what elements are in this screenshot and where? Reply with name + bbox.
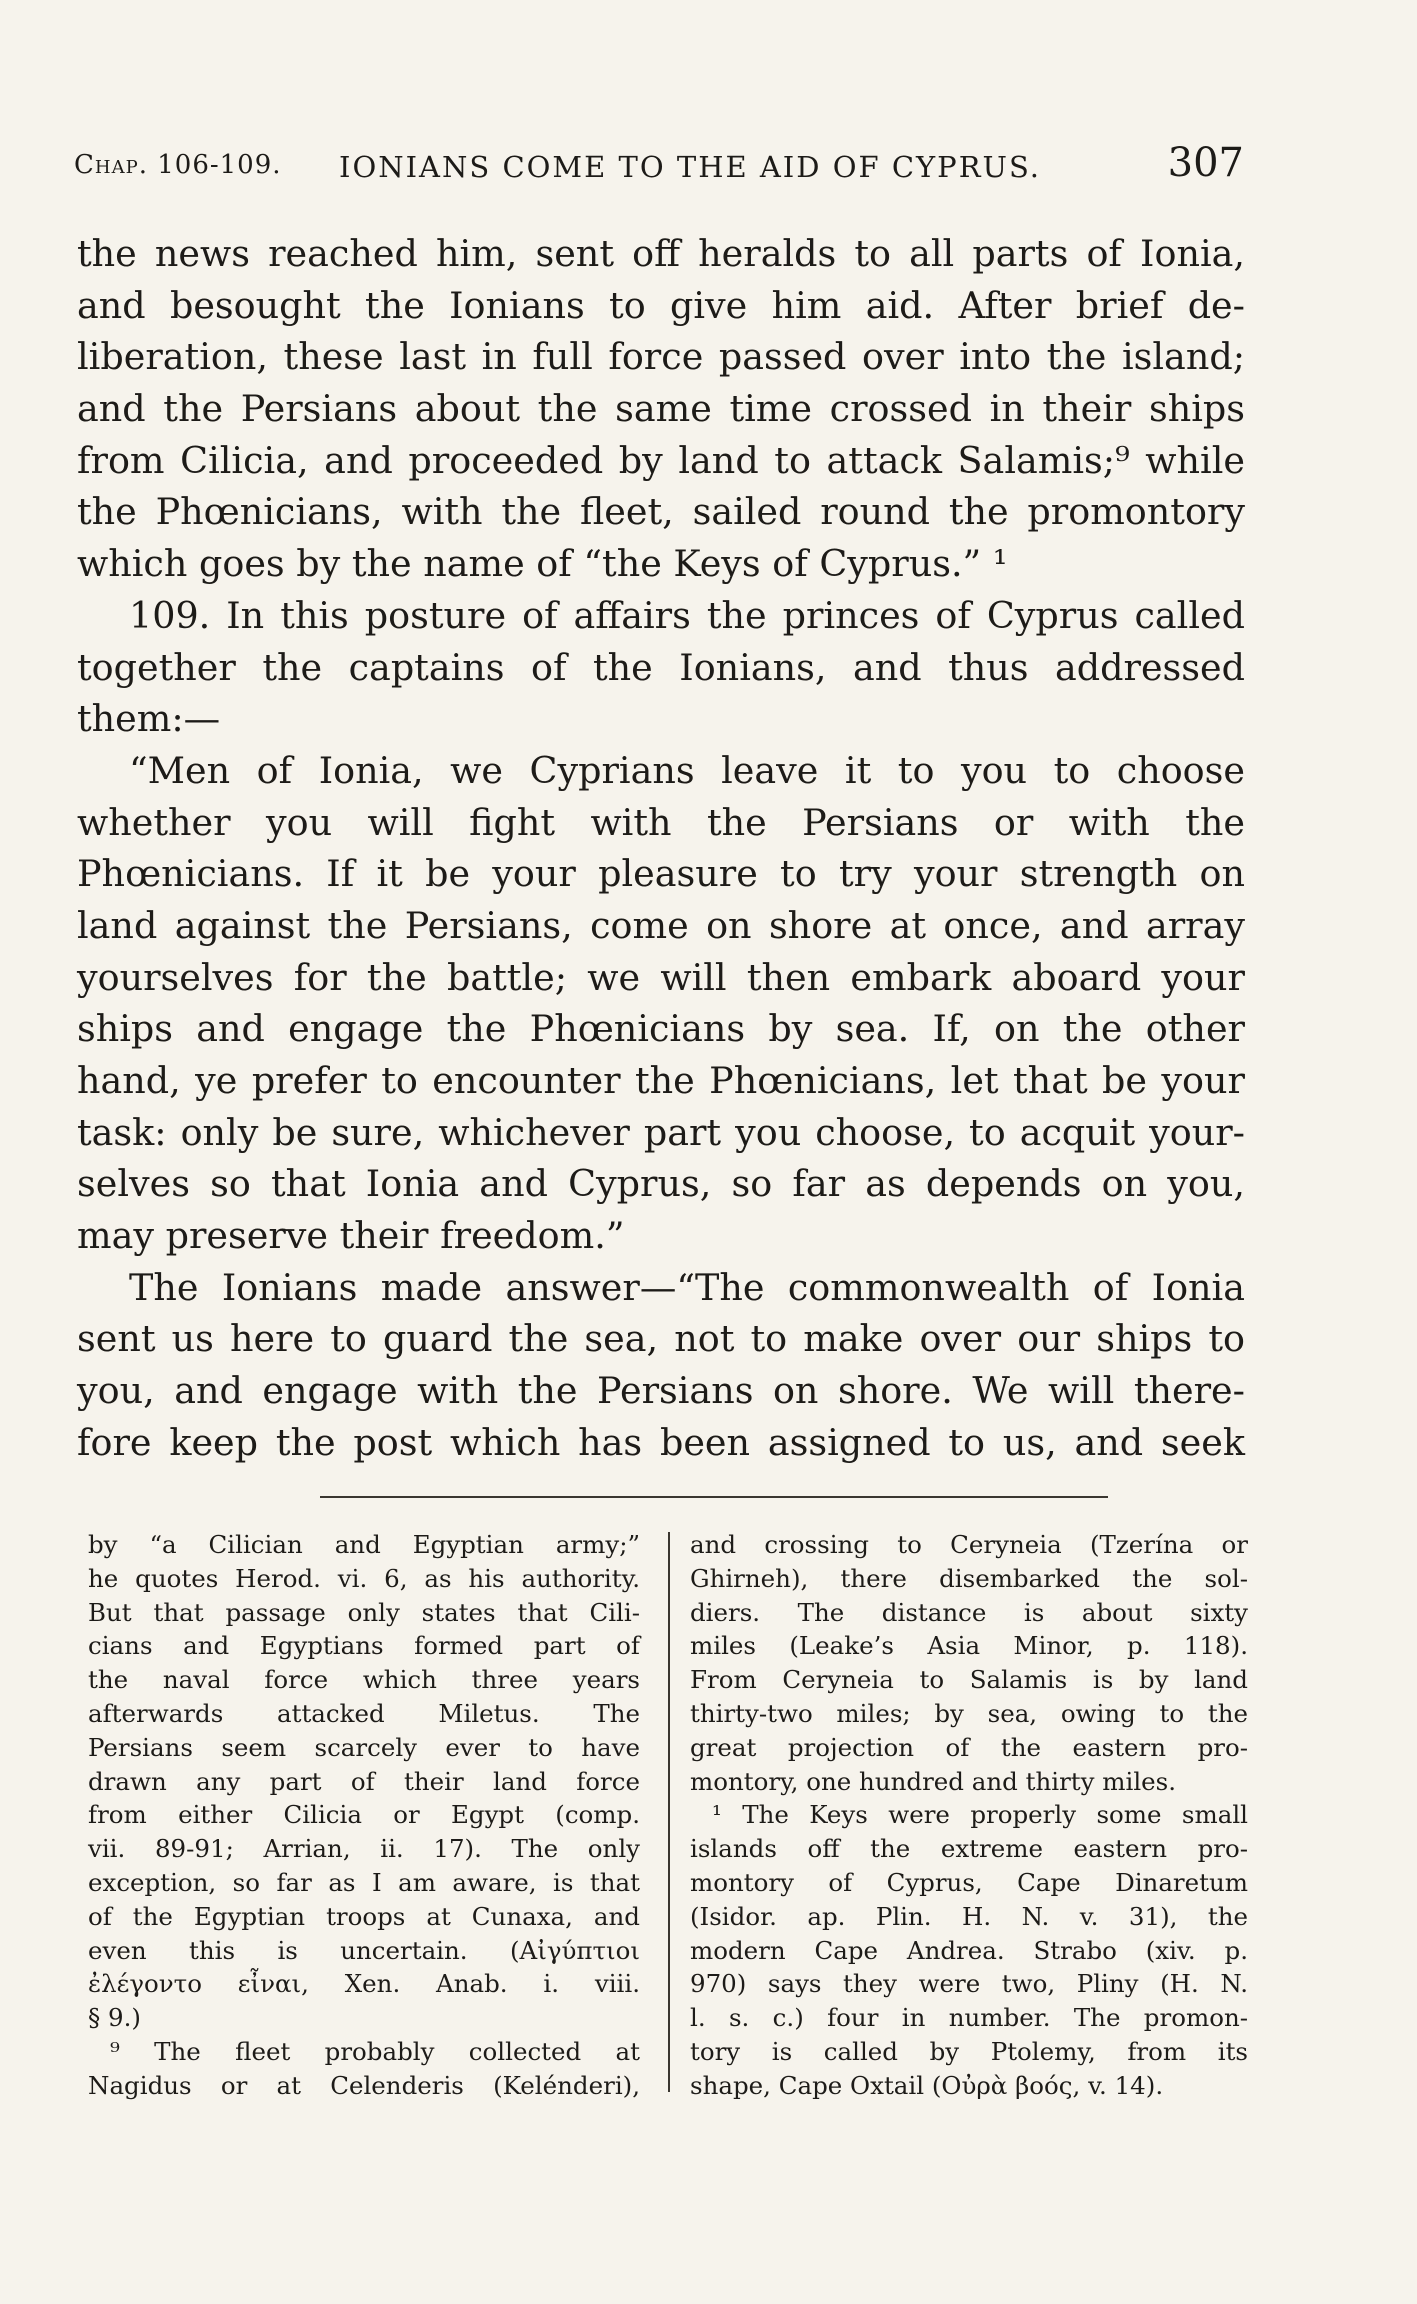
footnote-line: § 9.) xyxy=(88,2003,141,2033)
paragraph-start: The Ionians made answer—“The commonwealth of Ionia xyxy=(129,1265,1245,1309)
text-line: them:— xyxy=(77,697,221,741)
footnote-line: even this is uncertain. (Αἰγύπτιοι xyxy=(88,1935,640,1965)
page-number: 307 xyxy=(1167,140,1244,186)
footnote-line: he quotes Herod. vi. 6, as his authority. xyxy=(88,1563,640,1593)
paragraph-start: “Men of Ionia, we Cyprians leave it to you to choose xyxy=(129,748,1245,792)
footnote-line: shape, Cape Oxtail (Οὐρὰ βοός, v. 14). xyxy=(690,2070,1164,2100)
text-line: the news reached him, sent off heralds to all parts of Ionia, xyxy=(77,232,1245,275)
text-line: whether you will fight with the Persians or with the xyxy=(77,800,1245,844)
text-line: hand, ye prefer to encounter the Phœnicians, let that be your xyxy=(77,1059,1245,1102)
footnote-line: the naval force which three years xyxy=(88,1665,640,1695)
footnote-line: great projection of the eastern pro- xyxy=(690,1732,1248,1762)
footnote-line: Ghirneh), there disembarked the sol- xyxy=(690,1563,1248,1593)
footnote-line: Persians seem scarcely ever to have xyxy=(88,1732,640,1762)
footnote-line: afterwards attacked Miletus. The xyxy=(88,1698,640,1728)
footnote-line: From Ceryneia to Salamis is by land xyxy=(690,1665,1248,1695)
text-line: liberation, these last in full force passed over into the island; xyxy=(77,335,1245,379)
footnote-line: l. s. c.) four in number. The promon- xyxy=(690,2003,1248,2033)
text-line: ships and engage the Phœnicians by sea. If, on the other xyxy=(77,1007,1245,1051)
footnote-line: thirty-two miles; by sea, owing to the xyxy=(690,1698,1248,1728)
footnote-line: Nagidus or at Celenderis (Kelénderi), xyxy=(88,2070,640,2100)
text-line: you, and engage with the Persians on shore. We will there- xyxy=(77,1369,1245,1413)
paragraph-start: 109. In this posture of affairs the princes of Cyprus called xyxy=(129,593,1245,637)
footnotes-right-column xyxy=(690,1528,1248,2103)
footnote-line: exception, so far as I am aware, is that xyxy=(88,1867,640,1897)
footnote-line: islands off the extreme eastern pro- xyxy=(690,1834,1248,1864)
footnote-line: 970) says they were two, Pliny (H. N. xyxy=(690,1969,1248,1999)
text-line: land against the Persians, come on shore at once, and array xyxy=(77,903,1245,947)
footnote-line: ἐλέγοντο εἶναι, Xen. Anab. i. viii. xyxy=(88,1969,640,1999)
footnote-9-start: ⁹ The fleet probably collected at xyxy=(110,2036,640,2066)
footnote-line: But that passage only states that Cili- xyxy=(88,1597,640,1627)
footnote-line: montory, one hundred and thirty miles. xyxy=(690,1766,1177,1796)
footnote-line: diers. The distance is about sixty xyxy=(690,1597,1248,1627)
footnote-line: (Isidor. ap. Plin. H. N. v. 31), the xyxy=(690,1901,1248,1931)
text-line: yourselves for the battle; we will then embark aboard your xyxy=(77,955,1245,999)
text-line: and the Persians about the same time crossed in their ships xyxy=(77,387,1245,431)
footnote-line: of the Egyptian troops at Cunaxa, and xyxy=(88,1901,640,1931)
text-line: from Cilicia, and proceeded by land to attack Salamis;⁹ while xyxy=(77,438,1245,482)
footnote-line: montory of Cyprus, Cape Dinaretum xyxy=(690,1867,1248,1897)
footnote-line: and crossing to Ceryneia (Tzerína or xyxy=(690,1530,1248,1559)
footnote-line: vii. 89-91; Arrian, ii. 17). The only xyxy=(88,1834,640,1864)
footnote-column-divider xyxy=(668,1532,670,2092)
footnote-separator xyxy=(320,1496,1108,1498)
main-text xyxy=(77,228,1245,1469)
chapter-reference: Chap. 106-109. xyxy=(74,150,282,180)
text-line: and besought the Ionians to give him aid. After brief de- xyxy=(77,283,1245,327)
footnotes-left-column xyxy=(88,1528,640,2103)
footnote-line: cians and Egyptians formed part of xyxy=(88,1631,640,1661)
footnote-line: drawn any part of their land force xyxy=(88,1766,640,1796)
text-line: may preserve their freedom.” xyxy=(77,1214,625,1258)
footnote-1-start: ¹ The Keys were properly some small xyxy=(712,1800,1248,1830)
text-line: which goes by the name of “the Keys of Cyprus.” ¹ xyxy=(77,542,1008,586)
text-line: task: only be sure, whichever part you choose, to acquit your- xyxy=(77,1110,1245,1154)
running-title: IONIANS COME TO THE AID OF CYPRUS. xyxy=(339,150,1042,184)
text-line: the Phœnicians, with the fleet, sailed round the promontory xyxy=(77,490,1245,534)
text-line: together the captains of the Ionians, and thus addressed xyxy=(77,645,1245,689)
footnote-line: modern Cape Andrea. Strabo (xiv. p. xyxy=(690,1935,1248,1965)
footnote-line: by “a Cilician and Egyptian army;” xyxy=(88,1530,640,1559)
footnote-line: miles (Leake’s Asia Minor, p. 118). xyxy=(690,1631,1248,1661)
footnote-line: from either Cilicia or Egypt (comp. xyxy=(88,1800,640,1830)
text-line: fore keep the post which has been assigned to us, and seek xyxy=(77,1420,1245,1464)
footnote-line: tory is called by Ptolemy, from its xyxy=(690,2036,1248,2066)
text-line: selves so that Ionia and Cyprus, so far as depends on you, xyxy=(77,1162,1245,1206)
running-header xyxy=(74,140,1244,200)
text-line: sent us here to guard the sea, not to make over our ships to xyxy=(77,1317,1245,1361)
text-line: Phœnicians. If it be your pleasure to try your strength on xyxy=(77,852,1245,896)
